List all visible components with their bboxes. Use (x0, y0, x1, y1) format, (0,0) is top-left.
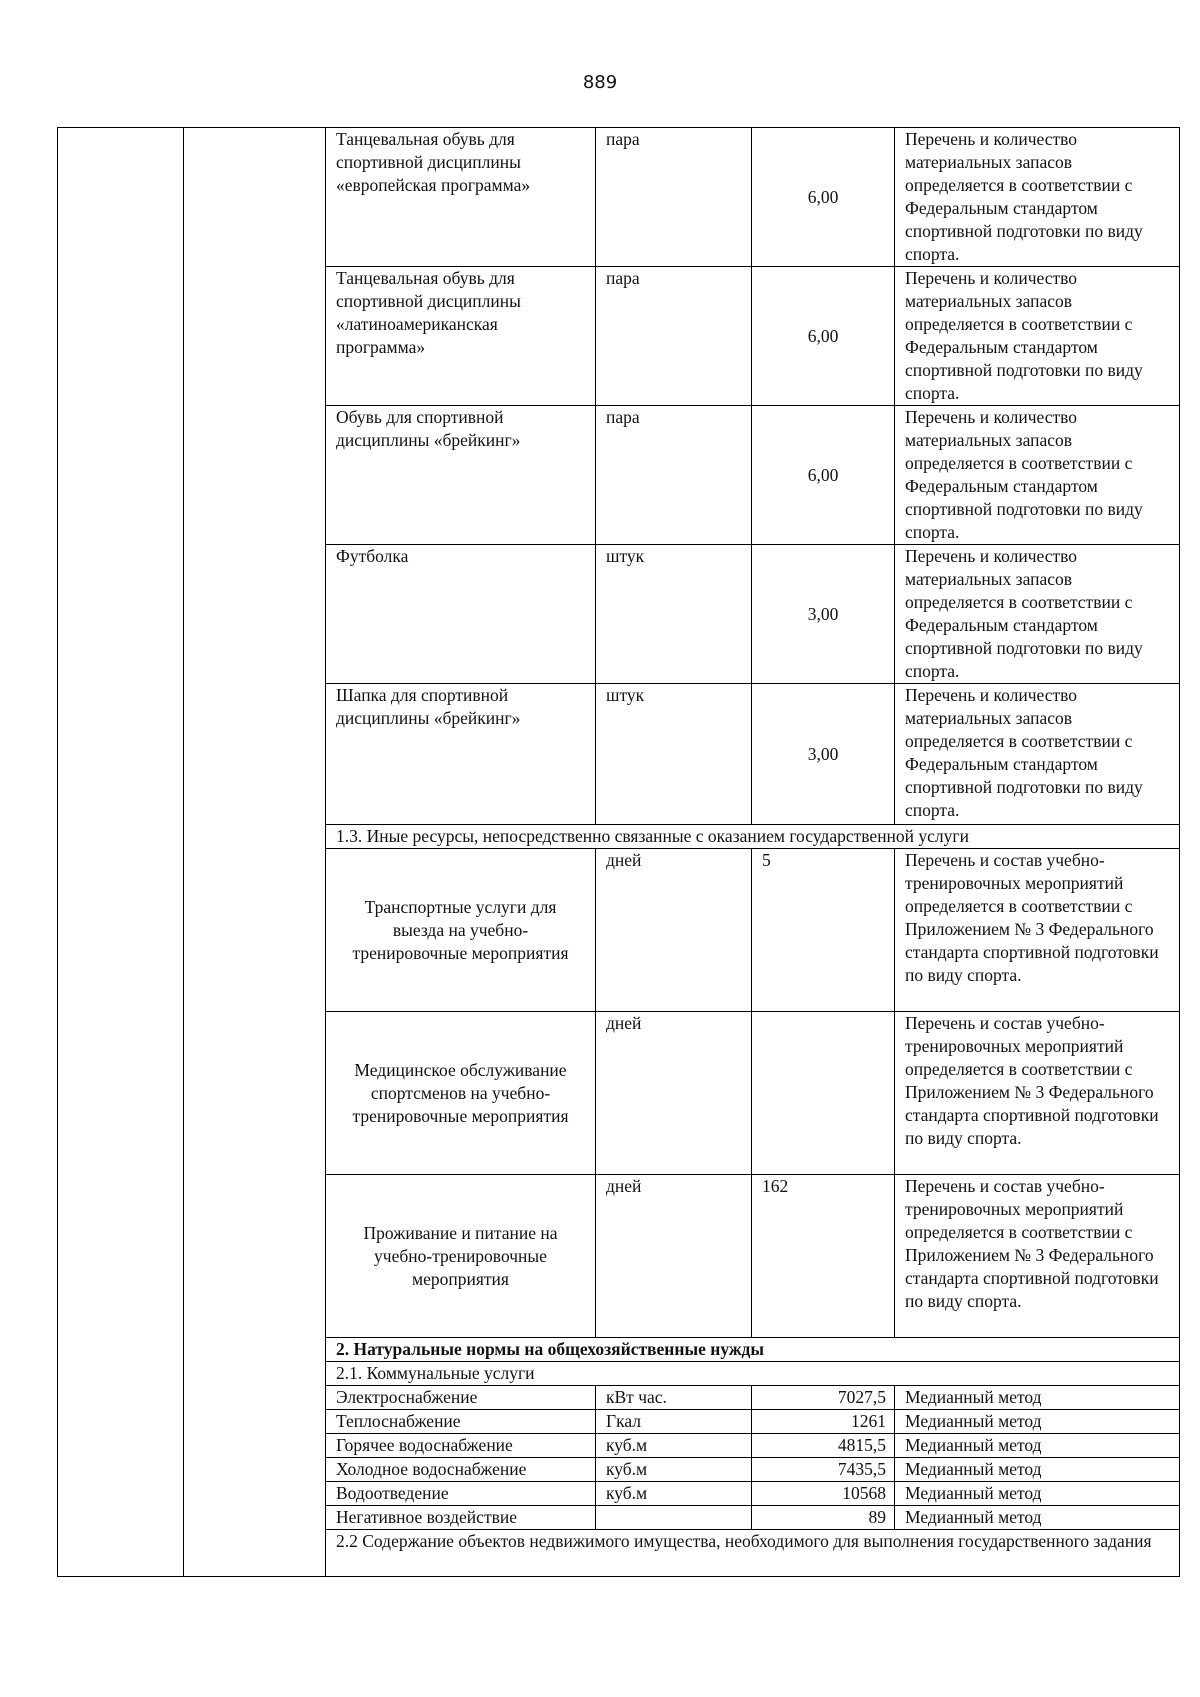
item-name: Шапка для спортивной дисциплины «брейкинг» (326, 684, 596, 825)
item-name: Танцевальная обувь для спортивной дисциплины «латиноамериканская программа» (326, 267, 596, 406)
utility-name: Горячее водоснабжение (326, 1434, 596, 1458)
utility-quantity: 7435,5 (752, 1458, 895, 1482)
utility-quantity: 7027,5 (752, 1386, 895, 1410)
item-quantity: 3,00 (752, 684, 895, 825)
utility-method: Медианный метод (895, 1434, 1180, 1458)
utility-unit: Гкал (596, 1410, 752, 1434)
item-quantity: 6,00 (752, 128, 895, 267)
utility-quantity: 1261 (752, 1410, 895, 1434)
utility-quantity: 4815,5 (752, 1434, 895, 1458)
utility-unit: куб.м (596, 1434, 752, 1458)
empty-cell-col1 (58, 128, 184, 1577)
utility-unit: куб.м (596, 1482, 752, 1506)
resource-name: Медицинское обслуживание спортсменов на учебно-тренировочные мероприятия (326, 1012, 596, 1175)
utility-quantity: 10568 (752, 1482, 895, 1506)
section-heading-2-1: 2.1. Коммунальные услуги (326, 1362, 1180, 1386)
resource-name: Проживание и питание на учебно-тренировочные мероприятия (326, 1175, 596, 1338)
utility-name: Теплоснабжение (326, 1410, 596, 1434)
resource-unit: дней (596, 1175, 752, 1338)
resource-note: Перечень и состав учебно-тренировочных мероприятий определяется в соответствии с Приложением № 3 Федерального стандарта спортивной подготовки по виду спорта. (895, 849, 1180, 1012)
resource-unit: дней (596, 1012, 752, 1175)
item-quantity: 6,00 (752, 267, 895, 406)
resource-unit: дней (596, 849, 752, 1012)
item-note: Перечень и количество материальных запасов определяется в соответствии с Федеральным стандартом спортивной подготовки по виду спорта. (895, 267, 1180, 406)
item-note: Перечень и количество материальных запасов определяется в соответствии с Федеральным стандартом спортивной подготовки по виду спорта. (895, 684, 1180, 825)
item-name: Обувь для спортивной дисциплины «брейкинг» (326, 406, 596, 545)
empty-cell-col2 (184, 128, 326, 1577)
norms-table (57, 127, 1180, 1577)
item-note: Перечень и количество материальных запасов определяется в соответствии с Федеральным стандартом спортивной подготовки по виду спорта. (895, 545, 1180, 684)
resource-quantity (752, 1012, 895, 1175)
table-row (58, 128, 1180, 267)
item-quantity: 3,00 (752, 545, 895, 684)
section-heading-2-2: 2.2 Содержание объектов недвижимого имущества, необходимого для выполнения государственного задания (326, 1530, 1180, 1577)
utility-name: Холодное водоснабжение (326, 1458, 596, 1482)
utility-name: Электроснабжение (326, 1386, 596, 1410)
utility-quantity: 89 (752, 1506, 895, 1530)
utility-method: Медианный метод (895, 1410, 1180, 1434)
item-unit: пара (596, 267, 752, 406)
utility-name: Водоотведение (326, 1482, 596, 1506)
resource-name: Транспортные услуги для выезда на учебно-тренировочные мероприятия (326, 849, 596, 1012)
section-heading-2 (326, 1338, 1180, 1362)
utility-unit (596, 1506, 752, 1530)
resource-quantity: 5 (752, 849, 895, 1012)
utility-unit: куб.м (596, 1458, 752, 1482)
item-quantity: 6,00 (752, 406, 895, 545)
item-unit: пара (596, 128, 752, 267)
section-heading-1-3: 1.3. Иные ресурсы, непосредственно связанные с оказанием государственной услуги (326, 825, 1180, 849)
utility-method: Медианный метод (895, 1482, 1180, 1506)
resource-note: Перечень и состав учебно-тренировочных мероприятий определяется в соответствии с Приложением № 3 Федерального стандарта спортивной подготовки по виду спорта. (895, 1012, 1180, 1175)
item-note: Перечень и количество материальных запасов определяется в соответствии с Федеральным стандартом спортивной подготовки по виду спорта. (895, 406, 1180, 545)
item-unit: штук (596, 545, 752, 684)
item-name: Футболка (326, 545, 596, 684)
item-name: Танцевальная обувь для спортивной дисциплины «европейская программа» (326, 128, 596, 267)
utility-name: Негативное воздействие (326, 1506, 596, 1530)
utility-method: Медианный метод (895, 1458, 1180, 1482)
resource-quantity: 162 (752, 1175, 895, 1338)
item-note: Перечень и количество материальных запасов определяется в соответствии с Федеральным стандартом спортивной подготовки по виду спорта. (895, 128, 1180, 267)
section-heading-2-text: 2. Натуральные нормы на общехозяйственные нужды (336, 1339, 765, 1359)
page-number: 889 (582, 72, 618, 93)
item-unit: штук (596, 684, 752, 825)
utility-method: Медианный метод (895, 1386, 1180, 1410)
resource-note: Перечень и состав учебно-тренировочных мероприятий определяется в соответствии с Приложением № 3 Федерального стандарта спортивной подготовки по виду спорта. (895, 1175, 1180, 1338)
utility-unit: кВт час. (596, 1386, 752, 1410)
item-unit: пара (596, 406, 752, 545)
utility-method: Медианный метод (895, 1506, 1180, 1530)
